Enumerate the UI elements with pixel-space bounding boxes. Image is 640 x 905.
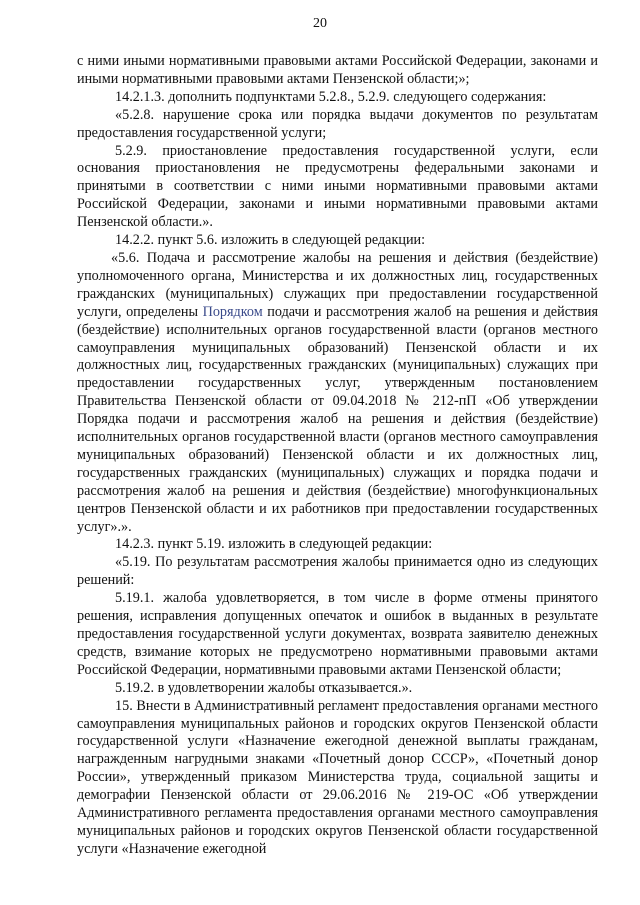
paragraph: 5.19.2. в удовлетворении жалобы отказывается.». xyxy=(115,679,413,696)
paragraph-text: подачи и рассмотрения жалоб на решения и действия (бездействие) исполнительных органов государственной власти (органов местного самоуправления муниципальных образований) Пензенской области и их должностных лиц, государственных гражданских (муниципальных) служащих при предоставлении государственных услуг, утвержденным постановлением Правительства Пензенской области от 09.04.2018 № 212-пП «Об утверждении Порядка подачи и рассмотрения жалоб на решения и действия (бездействие) исполнительных органов государственной власти (органов местного самоуправления муниципальных образований) Пензенской области и их должностных лиц, государственных гражданских (муниципальных) служащих и порядка подачи и рассмотрения жалоб на решения и действия (бездействие) многофункциональных центров Пензенской области и их работников при предоставлении государственных услуг».». xyxy=(77,303,599,535)
document-body xyxy=(77,53,598,859)
paragraph: «5.2.8. нарушение срока или порядка выдачи документов по результатам предоставления государственной услуги; xyxy=(77,106,598,141)
paragraph-text: «5.6. Подача и рассмотрение жалобы на решения и действия (бездействие) уполномоченного органа, Министерства и их должностных лиц, государственных гражданских (муниципальных) служащих при предоставлении государственной услуги, определены xyxy=(77,249,598,320)
paragraph: 15. Внести в Административный регламент предоставления органами местного самоуправления муниципальных районов и городских округов Пензенской области государственной услуги «Назначение ежегодной денежной выплаты гражданам, награжденным нагрудными знаками «Почетный донор СССР», «Почетный донор России», утвержденный приказом Министерства труда, социальной защиты и демографии Пензенской области от 29.06.2016 № 219-ОС «Об утверждении Административного регламента предоставления органами местного самоуправления муниципальных районов и городских округов Пензенской области государственной услуги «Назначение ежегодной xyxy=(77,697,598,857)
paragraph: 5.19.1. жалоба удовлетворяется, в том числе в форме отмены принятого решения, исправления допущенных опечаток и ошибок в выданных в результате предоставления государственной услуги документах, возврата заявителю денежных средств, взимание которых не предусмотрено нормативными правовыми актами Российской Федерации, нормативными правовыми актами Пензенской области; xyxy=(77,590,598,678)
paragraph xyxy=(77,250,598,537)
page-number: 20 xyxy=(313,16,327,31)
paragraph: 5.2.9. приостановление предоставления государственной услуги, если основания приостановления не предусмотрены федеральными законами и принятыми в соответствии с ними иными нормативными правовыми актами Российской Федерации, законами и иными нормативными правовыми актами Пензенской области.». xyxy=(77,142,598,231)
paragraph: 14.2.2. пункт 5.6. изложить в следующей редакции: xyxy=(115,232,426,249)
document-link[interactable]: Порядком xyxy=(202,303,263,320)
paragraph: 14.2.1.3. дополнить подпунктами 5.2.8., 5.2.9. следующего содержания: xyxy=(115,88,547,105)
paragraph: «5.19. По результатам рассмотрения жалобы принимается одно из следующих решений: xyxy=(77,554,598,589)
paragraph: 14.2.3. пункт 5.19. изложить в следующей редакции: xyxy=(115,536,433,553)
paragraph: с ними иными нормативными правовыми актами Российской Федерации, законами и иными нормативными правовыми актами Пензенской области;»; xyxy=(77,53,598,87)
